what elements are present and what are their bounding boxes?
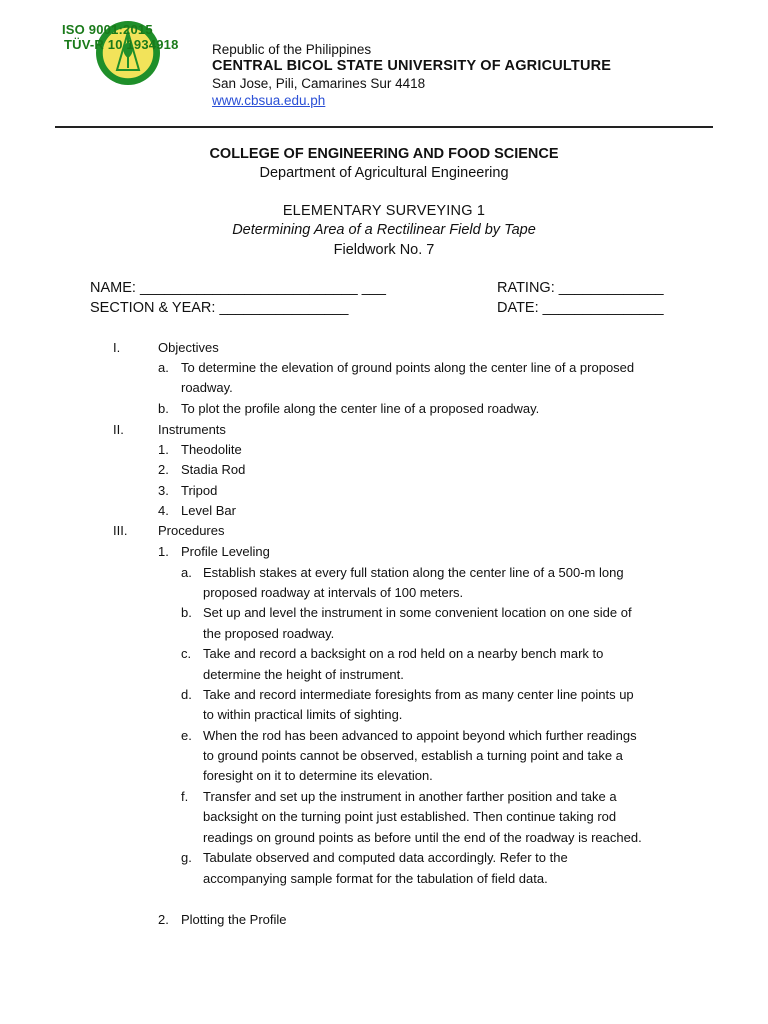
- list-marker: b.: [181, 605, 192, 620]
- list-marker: a.: [181, 565, 192, 580]
- procedure-title-plotting-profile: Plotting the Profile: [181, 912, 287, 927]
- iso-certification: [62, 22, 179, 52]
- procedure-step-text: readings on ground points as before until the end of the roadway is reached.: [203, 830, 642, 845]
- procedure-title-profile-leveling: Profile Leveling: [181, 544, 270, 559]
- fieldwork-subtitle: Determining Area of a Rectilinear Field by Tape: [232, 222, 536, 238]
- procedure-step-text: Take and record intermediate foresights from as many center line points up: [203, 687, 634, 702]
- procedure-step-text: Transfer and set up the instrument in another farther position and take a: [203, 789, 617, 804]
- list-item-text: roadway.: [181, 380, 233, 395]
- list-item-text: To plot the profile along the center line of a proposed roadway.: [181, 401, 540, 416]
- procedure-step-text: Take and record a backsight on a rod held on a nearby bench mark to: [203, 646, 604, 661]
- section-title-objectives: Objectives: [158, 340, 219, 355]
- instrument-item: Theodolite: [181, 442, 242, 457]
- section-number: III.: [113, 523, 128, 538]
- list-marker: 4.: [158, 503, 169, 518]
- section-title-procedures: Procedures: [158, 523, 225, 538]
- list-marker: 2.: [158, 912, 169, 927]
- iso-line-1: ISO 9001:2015: [62, 22, 153, 37]
- procedure-step-text: Establish stakes at every full station along the center line of a 500-m long: [203, 565, 624, 580]
- section-number: I.: [113, 340, 121, 355]
- procedure-step-text: accompanying sample format for the tabulation of field data.: [203, 871, 548, 886]
- department-title: Department of Agricultural Engineering: [259, 165, 509, 181]
- instrument-item: Stadia Rod: [181, 462, 246, 477]
- section-number: II.: [113, 422, 124, 437]
- list-marker: d.: [181, 687, 192, 702]
- procedure-step-text: to within practical limits of sighting.: [203, 707, 403, 722]
- procedure-step-text: Set up and level the instrument in some convenient location on one side of: [203, 605, 632, 620]
- list-marker: 1.: [158, 442, 169, 457]
- instrument-item: Tripod: [181, 483, 218, 498]
- date-field[interactable]: DATE: _______________: [497, 300, 664, 316]
- procedure-step-text: the proposed roadway.: [203, 626, 335, 641]
- procedure-step-text: determine the height of instrument.: [203, 667, 404, 682]
- list-marker: 2.: [158, 462, 169, 477]
- instrument-item: Level Bar: [181, 503, 236, 518]
- address-line: San Jose, Pili, Camarines Sur 4418: [212, 76, 426, 91]
- procedure-step-text: proposed roadway at intervals of 100 meters.: [203, 585, 464, 600]
- section-year-field[interactable]: SECTION & YEAR: ________________: [90, 300, 349, 316]
- list-marker: g.: [181, 850, 192, 865]
- header-divider: [55, 126, 713, 128]
- list-marker: f.: [181, 789, 189, 804]
- procedure-step-text: backsight on the turning point just established. Then continue taking rod: [203, 809, 617, 824]
- rating-field[interactable]: RATING: _____________: [497, 280, 664, 296]
- list-marker: b.: [158, 401, 169, 416]
- procedure-step-text: to ground points cannot be observed, establish a turning point and take a: [203, 748, 623, 763]
- fieldwork-number: Fieldwork No. 7: [333, 242, 435, 258]
- iso-line-2: TÜV-R 10 1934918: [64, 37, 179, 52]
- list-marker: a.: [158, 360, 169, 375]
- list-marker: c.: [181, 646, 192, 661]
- procedure-step-text: Tabulate observed and computed data accordingly. Refer to the: [203, 850, 568, 865]
- procedure-step-text: When the rod has been advanced to appoint beyond which further readings: [203, 728, 637, 743]
- website-link[interactable]: www.cbsua.edu.ph: [212, 93, 326, 108]
- republic-line: Republic of the Philippines: [212, 42, 372, 57]
- college-title: COLLEGE OF ENGINEERING AND FOOD SCIENCE: [209, 146, 559, 162]
- name-field[interactable]: NAME: ___________________________ ___: [90, 280, 386, 296]
- letterhead: [212, 41, 611, 109]
- list-item-text: To determine the elevation of ground points along the center line of a proposed: [181, 360, 635, 375]
- procedure-step-text: foresight on it to determine its elevation.: [203, 768, 433, 783]
- list-marker: 1.: [158, 544, 169, 559]
- list-marker: e.: [181, 728, 192, 743]
- list-marker: 3.: [158, 483, 169, 498]
- university-name: CENTRAL BICOL STATE UNIVERSITY OF AGRICULTURE: [212, 58, 612, 74]
- section-title-instruments: Instruments: [158, 422, 226, 437]
- course-title: ELEMENTARY SURVEYING 1: [282, 203, 486, 219]
